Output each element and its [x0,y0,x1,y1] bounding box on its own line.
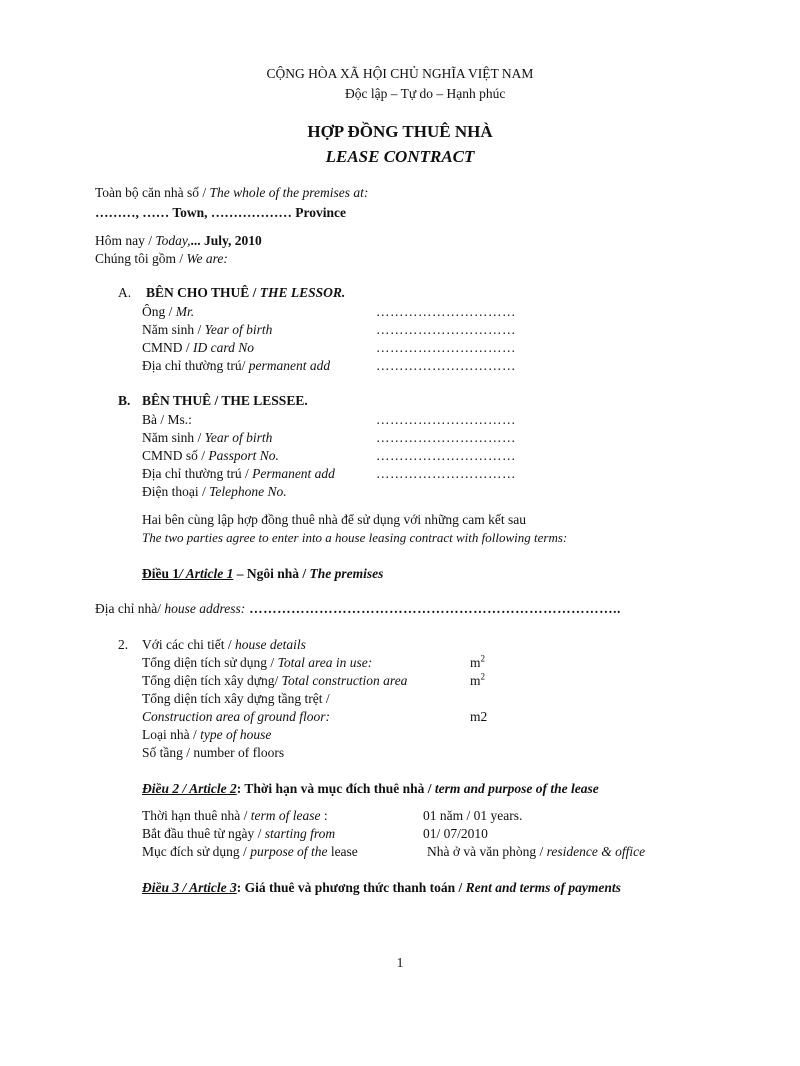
premises-label: Toàn bộ căn nhà số / The whole of the premises at: [95,185,369,200]
lessee-field-passport-blank[interactable]: ………………………… [376,448,516,463]
detail-house-type: Loại nhà / type of house [142,727,272,742]
page-number: 1 [396,955,404,970]
article2-heading: Điều 2 / Article 2: Thời hạn và mục đích thuê nhà / term and purpose of the lease [142,781,599,796]
detail-total-area: Tổng diện tích sử dụng / Total area in use: [142,655,373,670]
start-date-value: 01/ 07/2010 [423,826,488,841]
lessee-field-address: Địa chỉ thường trú / Permanent add [142,466,335,481]
premises-address-line: ………, …… Town, ……………… Province [95,205,347,220]
detail-ground-floor-en: Construction area of ground floor: [142,709,331,724]
lease-term-value: 01 năm / 01 years. [423,808,523,823]
we-are-line: Chúng tôi gồm / We are: [95,251,228,266]
lessor-field-birth: Năm sinh / Year of birth [142,322,273,337]
lessee-marker: B. [118,393,131,408]
country-name: CỘNG HÒA XÃ HỘI CHỦ NGHĨA VIỆT NAM [266,66,534,81]
lessor-field-address-blank[interactable]: ………………………… [376,358,516,373]
lessee-field-passport: CMND số / Passport No. [142,448,279,463]
lessee-field-ms: Bà / Ms.: [142,412,192,427]
detail-ground-floor-unit: m2 [470,709,488,724]
details-marker: 2. [118,637,129,652]
lessor-field-birth-blank[interactable]: ………………………… [376,322,516,337]
lessor-field-mr: Ông / Mr. [142,304,195,319]
motto: Độc lập – Tự do – Hạnh phúc [345,86,506,101]
lessor-field-id: CMND / ID card No [142,340,255,355]
purpose-value: Nhà ở và văn phòng / residence & office [427,844,646,859]
lease-term-label: Thời hạn thuê nhà / term of lease : [142,808,328,823]
lessee-field-ms-blank[interactable]: ………………………… [376,412,516,427]
lessor-field-id-blank[interactable]: ………………………… [376,340,516,355]
house-address-line: Địa chỉ nhà/ house address: …………………………………………………………………….. [95,601,621,616]
article3-heading: Điều 3 / Article 3: Giá thuê và phương thức thanh toán / Rent and terms of payments [142,880,621,895]
detail-total-area-unit: $m^2$ [470,653,486,670]
lessor-marker: A. [118,285,132,300]
agreement-vietnamese: Hai bên cùng lập hợp đồng thuê nhà để sử dụng với những cam kết sau [142,512,526,527]
lessee-heading: BÊN THUÊ / THE LESSEE. [142,393,308,408]
detail-floors: Số tầng / number of floors [142,745,285,760]
lessor-field-address: Địa chỉ thường trú/ permanent add [142,358,331,373]
lessee-field-address-blank[interactable]: ………………………… [376,466,516,481]
agreement-english: The two parties agree to enter into a house leasing contract with following terms: [142,530,568,545]
title-english: LEASE CONTRACT [325,147,475,166]
start-date-label: Bắt đầu thuê từ ngày / starting from [142,826,336,841]
detail-construction-area: Tổng diện tích xây dựng/ Total construction area [142,673,408,688]
details-heading: Với các chi tiết / house details [142,637,306,652]
article1-heading: Điều 1/ Article 1 – Ngôi nhà / The premises [142,566,384,581]
detail-ground-floor-vi: Tổng diện tích xây dựng tầng trệt / [142,691,330,706]
purpose-label: Mục đích sử dụng / purpose of the lease [142,844,358,859]
lessor-field-mr-blank[interactable]: ………………………… [376,304,516,319]
lessee-field-telephone: Điện thoại / Telephone No. [142,484,287,499]
lessee-field-birth: Năm sinh / Year of birth [142,430,273,445]
title-vietnamese: HỢP ĐỒNG THUÊ NHÀ [307,122,493,141]
detail-construction-area-unit: $m^2$ [470,671,486,688]
lessee-field-birth-blank[interactable]: ………………………… [376,430,516,445]
date-line: Hôm nay / Today,... July, 2010 [95,233,262,248]
lessor-heading: BÊN CHO THUÊ / THE LESSOR. [146,285,346,300]
